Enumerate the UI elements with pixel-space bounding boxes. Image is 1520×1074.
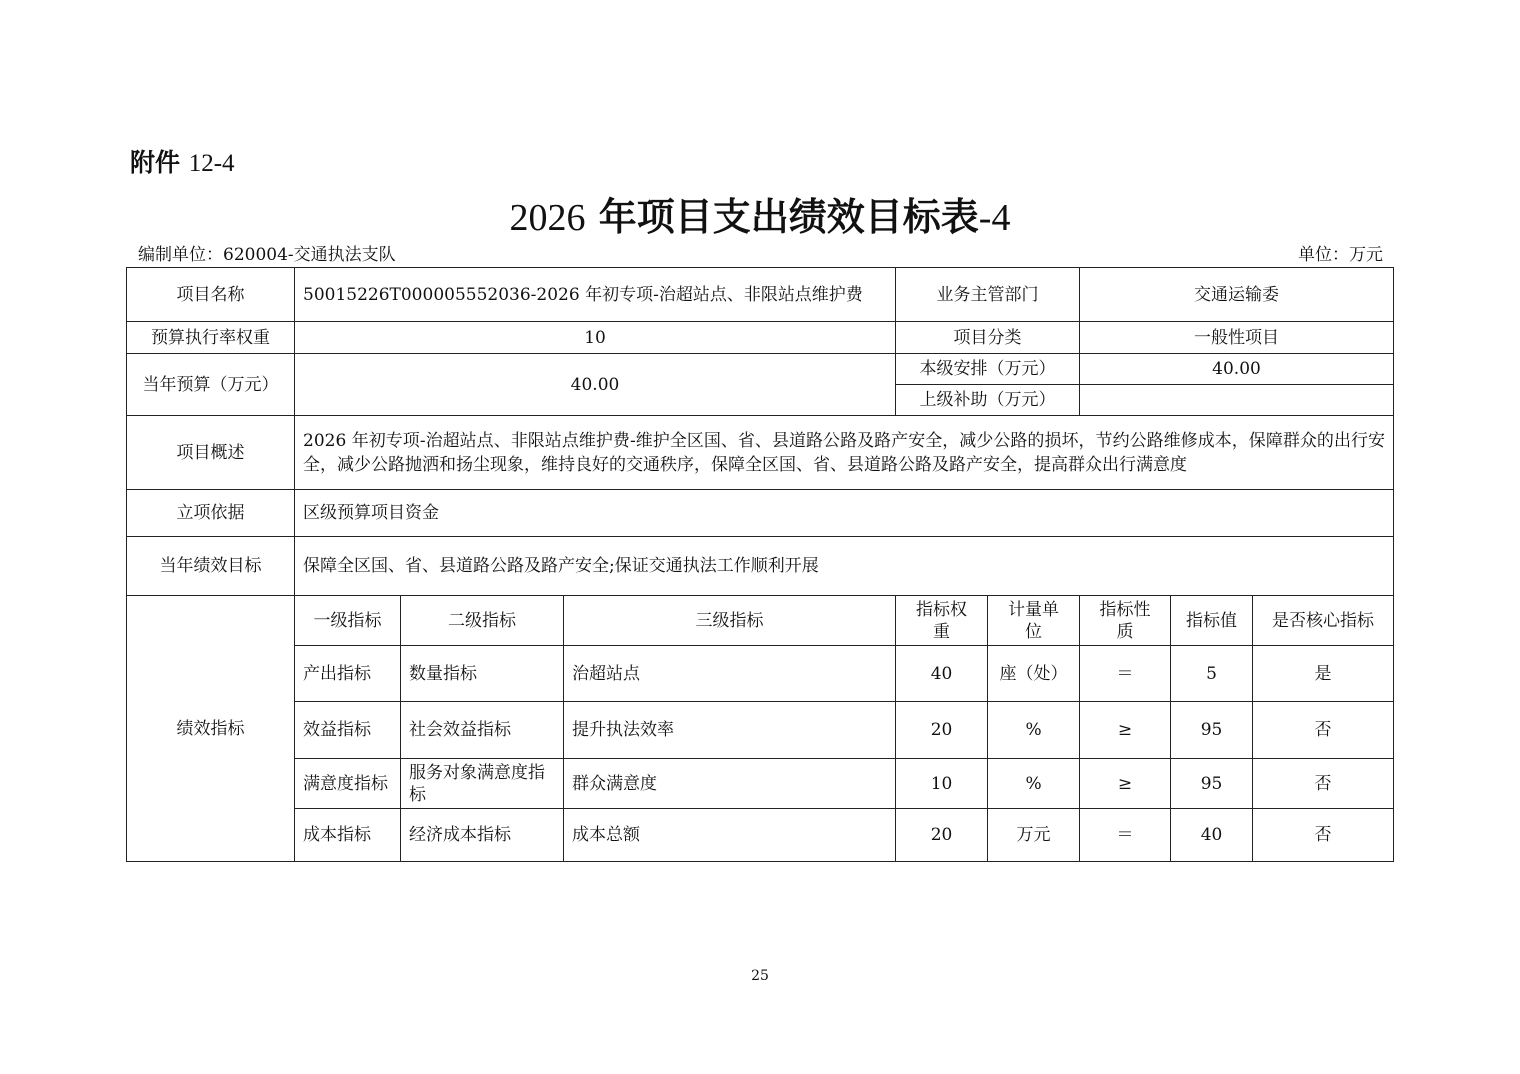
- page-number: 25: [751, 968, 769, 984]
- row-weight: 20: [896, 702, 988, 759]
- title-suffix: -4: [978, 197, 1011, 239]
- header-core: 是否核心指标: [1253, 596, 1394, 646]
- category-value: 一般性项目: [1080, 322, 1394, 354]
- weight-value: 10: [295, 322, 896, 354]
- indicators-label: 绩效指标: [127, 596, 295, 862]
- row-weight: 40: [896, 646, 988, 702]
- row-overview: [127, 416, 1394, 490]
- row-nature: ≥: [1080, 759, 1171, 809]
- local-label: 本级安排（万元）: [896, 354, 1080, 385]
- overview-label: 项目概述: [127, 416, 295, 490]
- row-level1: 成本指标: [295, 809, 401, 862]
- row-level2: 数量指标: [401, 646, 564, 702]
- row-level3: 成本总额: [564, 809, 896, 862]
- row-unit: 座（处）: [988, 646, 1080, 702]
- upper-value: [1080, 385, 1394, 416]
- row-value: 5: [1171, 646, 1253, 702]
- dept-label: 业务主管部门: [896, 268, 1080, 322]
- row-core: 否: [1253, 759, 1394, 809]
- row-level1: 产出指标: [295, 646, 401, 702]
- row-level3: 治超站点: [564, 646, 896, 702]
- header-nature: 指标性质: [1080, 596, 1171, 646]
- row-weight: 20: [896, 809, 988, 862]
- header-level3: 三级指标: [564, 596, 896, 646]
- row-nature: ＝: [1080, 646, 1171, 702]
- basis-label: 立项依据: [127, 490, 295, 537]
- performance-table: [126, 267, 1394, 862]
- row-level1: 效益指标: [295, 702, 401, 759]
- header-unit: 计量单位: [988, 596, 1080, 646]
- row-level2: 社会效益指标: [401, 702, 564, 759]
- unit-label: 单位：万元: [1298, 245, 1383, 265]
- row-level1: 满意度指标: [295, 759, 401, 809]
- row-project-name: [127, 268, 1394, 322]
- header-level2: 二级指标: [401, 596, 564, 646]
- budget-value: 40.00: [295, 354, 896, 416]
- table-row: [127, 702, 1394, 759]
- basis-value: 区级预算项目资金: [295, 490, 1394, 537]
- row-budget: [127, 354, 1394, 385]
- row-level3: 提升执法效率: [564, 702, 896, 759]
- table-row: [127, 809, 1394, 862]
- header-weight: 指标权重: [896, 596, 988, 646]
- row-level2: 经济成本指标: [401, 809, 564, 862]
- overview-value: 2026 年初专项-治超站点、非限站点维护费-维护全区国、省、县道路公路及路产安全，减少公路的损坏，节约公路维修成本，保障群众的出行安全，减少公路抛洒和扬尘现象，维持良好的交通秩序，保障全区国、省、县道路公路及路产安全，提高群众出行满意度: [295, 416, 1394, 490]
- title-year: 2026: [509, 197, 586, 239]
- org-label: 编制单位：620004-交通执法支队: [138, 245, 396, 265]
- category-label: 项目分类: [896, 322, 1080, 354]
- row-value: 40: [1171, 809, 1253, 862]
- goal-value: 保障全区国、省、县道路公路及路产安全;保证交通执法工作顺利开展: [295, 537, 1394, 596]
- header-value: 指标值: [1171, 596, 1253, 646]
- weight-label: 预算执行率权重: [127, 322, 295, 354]
- row-weight: 10: [896, 759, 988, 809]
- row-nature: ≥: [1080, 702, 1171, 759]
- table-row: [127, 759, 1394, 809]
- attachment-label: [130, 143, 235, 179]
- row-core: 否: [1253, 702, 1394, 759]
- row-weight: [127, 322, 1394, 354]
- row-level2: 服务对象满意度指标: [401, 759, 564, 809]
- row-unit: %: [988, 759, 1080, 809]
- table-row: [127, 646, 1394, 702]
- row-core: 是: [1253, 646, 1394, 702]
- project-name-value: 50015226T000005552036-2026 年初专项-治超站点、非限站点维护费: [295, 268, 896, 322]
- local-value: 40.00: [1080, 354, 1394, 385]
- project-name-label: 项目名称: [127, 268, 295, 322]
- page-title: [0, 186, 1520, 241]
- row-level3: 群众满意度: [564, 759, 896, 809]
- row-basis: [127, 490, 1394, 537]
- goal-label: 当年绩效目标: [127, 537, 295, 596]
- row-core: 否: [1253, 809, 1394, 862]
- title-text: 年项目支出绩效目标表: [598, 195, 979, 239]
- budget-label: 当年预算（万元）: [127, 354, 295, 416]
- row-value: 95: [1171, 702, 1253, 759]
- row-indicator-header: [127, 596, 1394, 646]
- header-level1: 一级指标: [295, 596, 401, 646]
- attachment-number: 12-4: [188, 150, 235, 177]
- row-nature: ＝: [1080, 809, 1171, 862]
- row-unit: %: [988, 702, 1080, 759]
- attachment-word: 附件: [130, 148, 181, 177]
- dept-value: 交通运输委: [1080, 268, 1394, 322]
- row-value: 95: [1171, 759, 1253, 809]
- row-goal: [127, 537, 1394, 596]
- upper-label: 上级补助（万元）: [896, 385, 1080, 416]
- row-unit: 万元: [988, 809, 1080, 862]
